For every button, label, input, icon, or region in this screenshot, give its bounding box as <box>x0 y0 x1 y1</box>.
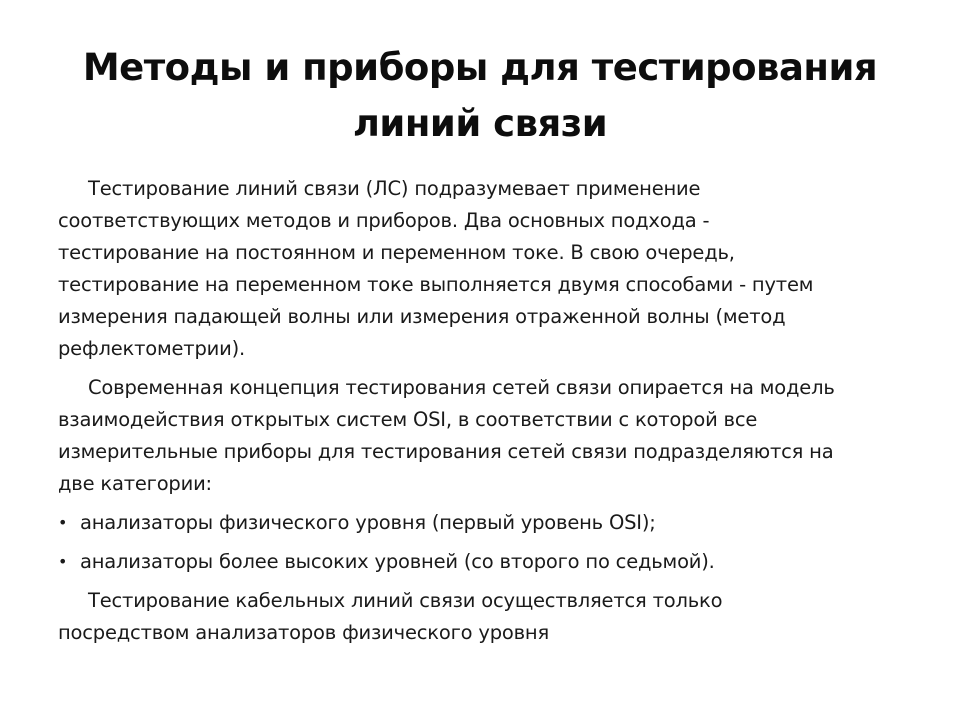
bullet-item <box>58 507 918 539</box>
paragraph-line: измерения падающей волны или измерения отраженной волны (метод <box>58 305 786 328</box>
title-line-1: Методы и приборы для тестирования <box>82 46 878 89</box>
bullet-text: анализаторы более высоких уровней (со второго по седьмой). <box>80 550 715 573</box>
slide-title <box>60 40 900 152</box>
paragraph-line: рефлектометрии). <box>58 337 245 360</box>
bullet-text: анализаторы физического уровня (первый уровень OSI); <box>80 511 656 534</box>
paragraph-line: измерительные приборы для тестирования сетей связи подразделяются на <box>58 440 834 463</box>
bullet-icon: • <box>58 552 68 571</box>
bullet-item <box>58 546 918 578</box>
paragraph-2 <box>58 372 918 500</box>
paragraph-line: Тестирование кабельных линий связи осуществляется только <box>88 589 723 612</box>
paragraph-line: соответствующих методов и приборов. Два основных подхода - <box>58 209 710 232</box>
paragraph-line: Современная концепция тестирования сетей связи опирается на модель <box>88 376 835 399</box>
paragraph-line: две категории: <box>58 472 212 495</box>
slide-body <box>58 173 918 649</box>
paragraph-1 <box>58 173 918 365</box>
paragraph-line: Тестирование линий связи (ЛС) подразумевает применение <box>88 177 701 200</box>
bullet-icon: • <box>58 513 68 532</box>
paragraph-3 <box>58 585 918 649</box>
bullet-list <box>58 507 918 578</box>
paragraph-line: тестирование на постоянном и переменном токе. В свою очередь, <box>58 241 735 264</box>
paragraph-line: посредством анализаторов физического уровня <box>58 621 549 644</box>
paragraph-line: тестирование на переменном токе выполняется двумя способами - путем <box>58 273 814 296</box>
paragraph-line: взаимодействия открытых систем OSI, в соответствии с которой все <box>58 408 758 431</box>
title-line-2: линий связи <box>352 102 608 145</box>
